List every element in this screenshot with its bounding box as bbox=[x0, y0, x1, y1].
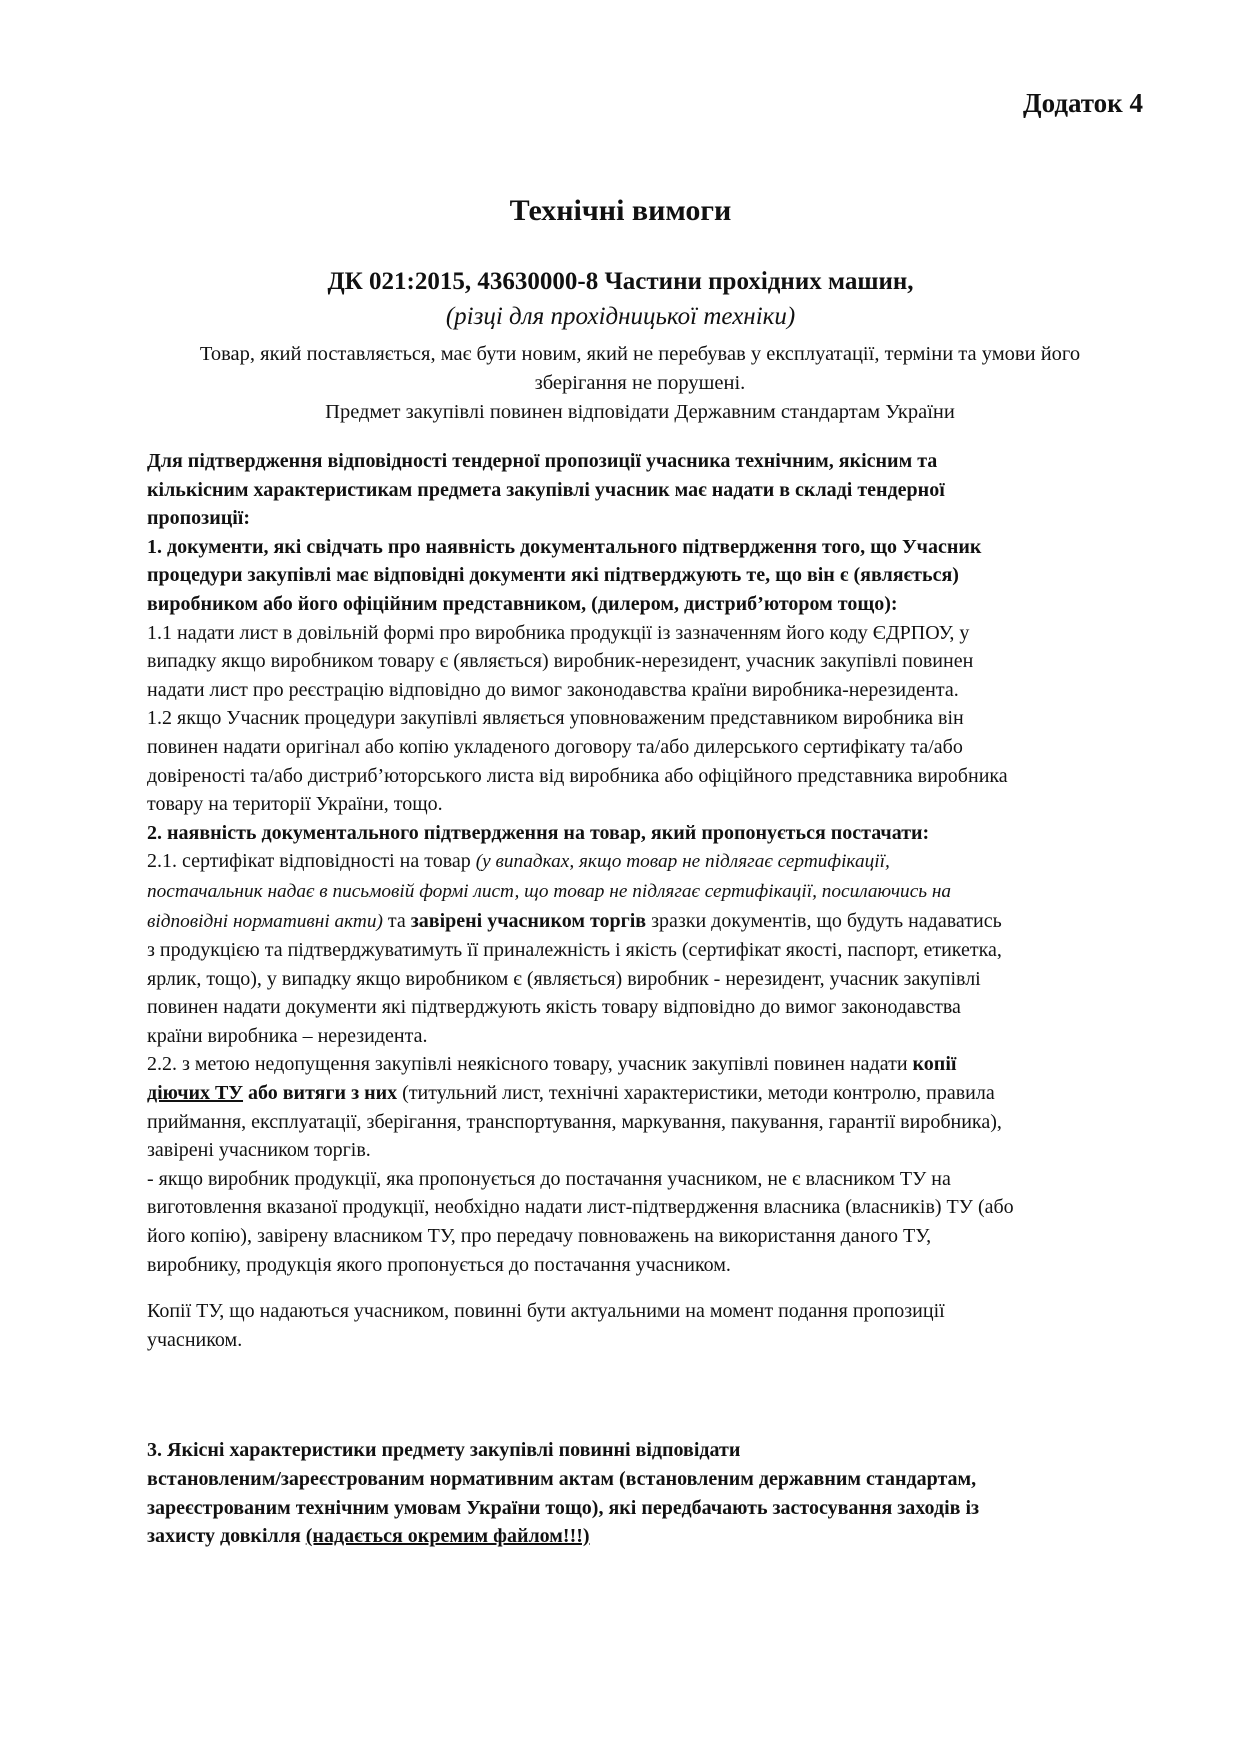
item-2-2-bold: або витяги з них bbox=[243, 1082, 398, 1105]
intro-line: Предмет закупівлі повинен відповідати Державним стандартам України bbox=[325, 401, 955, 423]
page-title: Технічні вимоги bbox=[509, 194, 732, 227]
section3-line: встановленим/зареєстрованим нормативним актам (встановленим державним стандартам, bbox=[147, 1468, 977, 1490]
item-2-2-bold-underline: діючих ТУ bbox=[147, 1082, 244, 1105]
item-1-2-line: 1.2 якщо Учасник процедури закупівлі являється уповноваженим представником виробника він bbox=[147, 707, 964, 730]
item-1-1-line: 1.1 надати лист в довільній формі про виробника продукції із зазначенням його коду ЄДРПОУ, у bbox=[147, 621, 970, 644]
item-2-2-line bbox=[147, 1079, 1147, 1108]
item-2-2-line bbox=[147, 1050, 1147, 1079]
subtitle: ДК 021:2015, 43630000-8 Частини прохідних машин, bbox=[327, 268, 914, 295]
section3-text: захисту довкілля bbox=[147, 1525, 306, 1548]
section3-line: 3. Якісні характеристики предмету закупівлі повинні відповідати bbox=[147, 1439, 741, 1462]
note-line: виробнику, продукція якого пропонується до постачання учасником. bbox=[147, 1253, 731, 1276]
lead-line: Для підтвердження відповідності тендерної пропозиції учасника технічним, якісним та bbox=[147, 450, 938, 472]
requirements-body bbox=[147, 447, 1147, 1551]
item-2-2-bold: копії bbox=[912, 1053, 957, 1076]
item-2-1-line bbox=[147, 907, 1147, 937]
item-2-1-line bbox=[147, 847, 1147, 877]
spacer bbox=[147, 1354, 1147, 1436]
subtitle-italic: (різці для прохідницької техніки) bbox=[445, 303, 796, 330]
spacer bbox=[147, 1279, 1147, 1297]
copies-line: Копії ТУ, що надаються учасником, повинні бути актуальними на момент подання пропозиції bbox=[147, 1300, 945, 1323]
lead-line: пропозиції: bbox=[147, 507, 251, 530]
intro-line: Товар, який поставляється, має бути новим, який не перебував у експлуатації, терміни та умови його bbox=[199, 343, 1081, 365]
item-2-2-text: (титульний лист, технічні характеристики, методи контролю, правила bbox=[397, 1082, 995, 1105]
item-2-1-line: ярлик, тощо), у випадку якщо виробником є (являється) виробник - нерезидент, учасник закупівлі bbox=[147, 967, 981, 990]
item-2-1-line: з продукцією та підтверджуватимуть її приналежність і якість (сертифікат якості, паспорт, етикетка, bbox=[147, 939, 1002, 962]
section2-heading: 2. наявність документального підтвердження на товар, який пропонується постачати: bbox=[147, 821, 930, 844]
item-2-1-bold: завірені учасником торгів bbox=[410, 909, 647, 932]
section1-heading-line: 1. документи, які свідчать про наявність документального підтвердження того, що Учасник bbox=[147, 535, 982, 558]
separate-file-note: (надається окремим файлом!!!) bbox=[305, 1525, 590, 1548]
item-2-2-line: приймання, експлуатації, зберігання, транспортування, маркування, пакування, гарантії виробника), bbox=[147, 1110, 1002, 1133]
item-2-1-italic: постачальник надає в письмовій формі лист, що товар не підлягає сертифікації, посилаючись на bbox=[147, 880, 952, 902]
note-line: - якщо виробник продукції, яка пропонується до постачання учасником, не є власником ТУ на bbox=[147, 1167, 951, 1190]
item-2-2-text: 2.2. з метою недопущення закупівлі неякісного товару, учасник закупівлі повинен надати bbox=[147, 1053, 913, 1076]
item-1-2-line: довіреності та/або дистриб’юторського листа від виробника або офіційного представника виробника bbox=[147, 764, 1008, 787]
item-2-1-text: 2.1. сертифікат відповідності на товар bbox=[147, 850, 476, 873]
section3-line: зареєстрованим технічним умовам України тощо), які передбачають застосування заходів із bbox=[147, 1496, 980, 1519]
item-2-1-line: повинен надати документи які підтверджують якість товару відповідно до вимог законодавства bbox=[147, 996, 961, 1019]
item-2-1-line bbox=[147, 877, 1147, 907]
section1-heading-line: процедури закупівлі має відповідні документи які підтверджують те, що він є (являється) bbox=[147, 564, 959, 587]
intro-block bbox=[140, 340, 1140, 427]
item-1-1-line: надати лист про реєстрацію відповідно до вимог законодавства країни виробника-нерезидента. bbox=[147, 678, 959, 701]
section1-heading-line: виробником або його офіційним представником, (дилером, дистриб’ютором тощо): bbox=[147, 592, 898, 615]
item-1-1-line: випадку якщо виробником товару є (являється) виробник-нерезидент, учасник закупівлі повинен bbox=[147, 650, 974, 673]
item-1-2-line: товару на території України, тощо. bbox=[147, 793, 443, 816]
item-2-1-text: зразки документів, що будуть надаватись bbox=[646, 909, 1002, 932]
lead-line: кількісним характеристикам предмета закупівлі учасник має надати в складі тендерної bbox=[147, 478, 945, 501]
section3-line bbox=[147, 1522, 1147, 1551]
intro-line: зберігання не порушені. bbox=[534, 372, 746, 394]
item-2-1-line: країни виробника – нерезидента. bbox=[147, 1024, 428, 1047]
appendix-label: Додаток 4 bbox=[1023, 88, 1143, 118]
item-2-1-italic: (у випадках, якщо товар не підлягає сертифікації, bbox=[475, 851, 890, 873]
note-line: його копію), завірену власником ТУ, про передачу повноважень на використання даного ТУ, bbox=[147, 1225, 932, 1248]
copies-line: учасником. bbox=[147, 1328, 243, 1351]
note-line: виготовлення вказаної продукції, необхідно надати лист-підтвердження власника (власників) ТУ (або bbox=[147, 1196, 1014, 1219]
item-2-2-line: завірені учасником торгів. bbox=[147, 1139, 371, 1162]
item-1-2-line: повинен надати оригінал або копію укладеного договору та/або дилерського сертифікату та/або bbox=[147, 735, 963, 758]
item-2-1-text: та bbox=[382, 909, 411, 932]
item-2-1-italic: відповідні нормативні акти) bbox=[147, 910, 383, 932]
